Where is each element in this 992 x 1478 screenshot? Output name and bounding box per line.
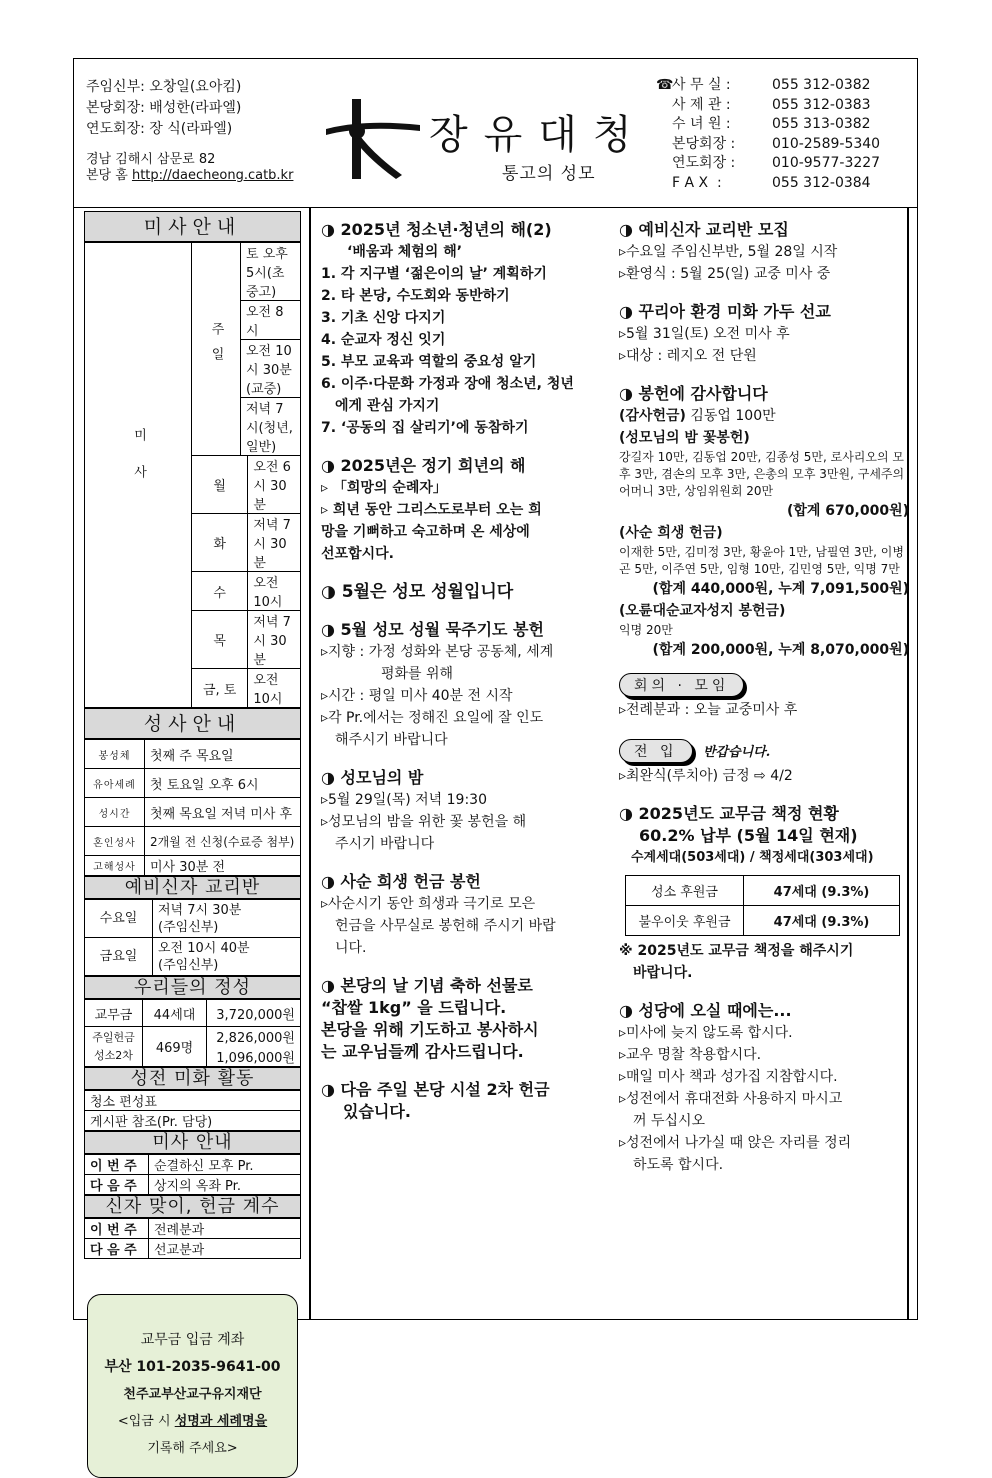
sunday-mass-3: 오전 10시 30분(교중) bbox=[241, 340, 301, 398]
weekday-label: 목 bbox=[192, 611, 248, 669]
column-divider bbox=[309, 208, 311, 1319]
bulletin-frame bbox=[73, 58, 918, 1456]
weekday-label: 월 bbox=[192, 456, 248, 514]
bank-account-box: 교무금 입금 계좌 부산 101-2035-9641-00 천주교부산교구유지재단 <입금 시 성명과 세례명을 기록해 주세요> bbox=[87, 1294, 298, 1478]
sacrament-desc: 첫째 목요일 저녁 미사 후 bbox=[145, 798, 301, 827]
cross-logo-icon bbox=[324, 95, 424, 181]
decoration-table: 청소 편성표 게시판 참조(Pr. 담당) bbox=[84, 1090, 301, 1131]
mass-schedule-table bbox=[84, 242, 301, 708]
weekday-label: 수 bbox=[192, 572, 248, 611]
pastor: 주임신부: 오창일(요아킴) bbox=[86, 79, 242, 95]
mary-night-title: ◑ 성모님의 밤 bbox=[321, 768, 424, 787]
homepage-link[interactable]: http://daecheong.catb.kr bbox=[131, 168, 294, 183]
lent-offering-title: ◑ 사순 희생 헌금 봉헌 bbox=[321, 872, 481, 891]
header bbox=[74, 59, 917, 208]
contact-list bbox=[656, 76, 880, 193]
contact-row: 사 제 관 : 055 312-0383 bbox=[672, 96, 871, 113]
home-label: 본당 홈 bbox=[86, 168, 128, 183]
sunday-mass-1: 토 오후 5시(초중고) bbox=[241, 243, 301, 301]
sunday-mass-4: 저녁 7시(청년, 일반) bbox=[241, 398, 301, 456]
news-column-2: ◑ 예비신자 교리반 모집 ▹수요일 주임신부반, 5월 28일 시작 ▹환영식 : 5월 25(일) 교중 미사 중 ◑ 꾸리아 환경 미화 가두 선교 ▹5월 31일(토) 오전 미사 후 ▹대상 : 레지오 전 단원 ◑ 봉헌에 감사합니다 (감사헌금) 김동업 100만 (성모님의 밤 꽃봉헌) 강길자 10만, 김동업 20만, 김종성 5만, 로사리오의 모후 3만, 겸손의 모후 3만, 은총의 모후 3만원, 구세주의 어머니 3만, 상임위원회 20만 (합계 670,000원) (사순 희생 헌금) 이재한 5만, 김미정 3만, 황윤아 1만, 남필연 3만, 이병곤 5만, 이주연 5만, 임형 10만, 김민영 5만, 익명 7만 (합계 440,000원, 누계 7,091,500원) (오륜대순교자성지 봉헌금) 익명 20만 (합계 200,000원, 누계 8,070,000원) 회의 · 모임 ▹전례분과 : 오늘 교중미사 후 전 입 반갑습니다. ▹최완식(루치아) 금정 ⇨ 4/2 ◑ 2025년도 교무금 책정 현황 60.2% 납부 (5월 14일 현재) 수계세대(503세대) / 책정세대(303세대) 성소 후원금 47세대 (9.3%) 불우이웃 후원금 47세대 (9.3%) ※ 2025년도 교무금 책정을 해주시기 바랍니다. ◑ 성당에 오실 때에는... ▹미사에 늦지 않도록 합시다. ▹교우 명찰 착용합시다. ▹매일 미사 책과 성가집 지참합시다. ▹성전에서 휴대전화 사용하지 마시고 꺼 두십시오 ▹성전에서 나가실 때 앉은 자리를 정리 하도록 합시다. bbox=[619, 220, 909, 1173]
decoration-heading: 성전 미화 활동 bbox=[84, 1067, 301, 1090]
weekday-time: 오전 10시 bbox=[248, 572, 301, 611]
mass-info-table: 이 번 주 순결하신 모후 Pr. 다 음 주 상지의 옥좌 Pr. bbox=[84, 1154, 301, 1195]
giving-table: 교무금 44세대 3,720,000원 주일헌금 성소2차 469명 2,826,000원 1,096,000원 bbox=[84, 999, 301, 1067]
transfer-pill: 전 입 bbox=[619, 739, 693, 763]
may-title: ◑ 5월은 성모 성월입니다 bbox=[321, 582, 514, 602]
weekday-time: 오전 10시 bbox=[248, 669, 301, 708]
greeting-table: 이 번 주 전례분과 다 음 주 선교분과 bbox=[84, 1218, 301, 1259]
meeting-pill: 회의 · 모임 bbox=[619, 673, 744, 697]
jubilee-title: ◑ 2025년은 정기 희년의 해 bbox=[321, 456, 526, 475]
youth-year-title: ◑ 2025년 청소년·청년의 해(2) bbox=[321, 220, 552, 239]
yeondo-chair: 연도회장: 장 식(라파엘) bbox=[86, 121, 233, 137]
mass-info-heading: 미사 안내 bbox=[84, 1131, 301, 1154]
contact-row: ☎ 사 무 실 : 055 312-0382 bbox=[656, 76, 880, 96]
contact-row: 수 녀 원 : 055 313-0382 bbox=[672, 116, 871, 132]
phone-icon: ☎ bbox=[656, 77, 674, 93]
contact-row: 연도회장 : 010-9577-3227 bbox=[672, 155, 881, 171]
sacrament-desc: 미사 30분 전 bbox=[145, 856, 301, 876]
address-block bbox=[86, 152, 293, 184]
contact-row: F A X : 055 312-0384 bbox=[672, 174, 871, 191]
sacrament-desc: 첫 토요일 오후 6시 bbox=[145, 769, 301, 798]
rosary-title: ◑ 5월 성모 성월 묵주기도 봉헌 bbox=[321, 620, 544, 639]
parish-chair: 본당회장: 배성한(라파엘) bbox=[86, 100, 242, 116]
sunday-mass-2: 오전 8시 bbox=[241, 301, 301, 340]
parish-info bbox=[86, 77, 293, 184]
sacrament-table: 봉성체 첫째 주 목요일 유아세례 첫 토요일 오후 6시 성시간 첫째 목요일 저녁 미사 후 혼인성사 2개월 전 신청(수료증 첨부) 고해성사 미사 30분 전 bbox=[84, 739, 301, 876]
catechism-heading: 예비신자 교리반 bbox=[84, 876, 301, 899]
bulletin-subtitle: 통고의 성모 bbox=[502, 164, 596, 184]
giving-heading: 우리들의 정성 bbox=[84, 976, 301, 999]
weekday-time: 저녁 7시 30분 bbox=[248, 611, 301, 669]
weekday-time: 저녁 7시 30분 bbox=[248, 514, 301, 572]
sacrament-guide-heading: 성사안내 bbox=[84, 708, 301, 739]
greeting-heading: 신자 맞이, 헌금 계수 bbox=[84, 1195, 301, 1218]
sunday-label: 주일 bbox=[192, 243, 241, 456]
address: 경남 김해시 삼문로 82 bbox=[86, 152, 216, 167]
mass-label: 미사 bbox=[85, 243, 192, 708]
homepage-line bbox=[86, 168, 293, 184]
weekday-label: 금, 토 bbox=[192, 669, 248, 708]
left-sidebar bbox=[84, 211, 301, 1478]
contact-row: 본당회장 : 010-2589-5340 bbox=[672, 135, 881, 152]
sacrament-desc: 첫째 주 목요일 bbox=[145, 740, 301, 769]
mass-guide-heading: 미사안내 bbox=[84, 211, 301, 242]
catechism-table: 수요일 저녁 7시 30분 (주임신부) 금요일 오전 10시 40분 (주임신부) bbox=[84, 899, 301, 976]
news-column-1: ◑ 2025년 청소년·청년의 해(2) ‘배움과 체험의 해’ 1. 각 지구별 ‘젊은이의 날’ 계획하기 2. 타 본당, 수도회와 동반하기 3. 기초 신앙 다지기 4. 순교자 정신 잇기 5. 부모 교육과 역할의 중요성 알기 6. 이주·다문화 가정과 장애 청소년, 청년 에게 관심 가지기 7. ‘공동의 집 살리기’에 동참하기 ◑ 2025년은 정기 희년의 해 ▹ 「희망의 순례자」 ▹ 희년 동안 그리스도로부터 오는 희 망을 기뻐하고 숙고하며 온 세상에 선포합시다. ◑ 5월은 성모 성월입니다 ◑ 5월 성모 성월 묵주기도 봉헌 ▹지향 : 가정 성화와 본당 공동체, 세계 평화를 위해 ▹시간 : 평일 미사 40분 전 시작 ▹각 Pr.에서는 정해진 요일에 잘 인도 해주시기 바랍니다 ◑ 성모님의 밤 ▹5월 29일(목) 저녁 19:30 ▹성모님의 밤을 위한 꽃 봉헌을 해 주시기 바랍니다 ◑ 사순 희생 헌금 봉헌 ▹사순시기 동안 희생과 극기로 모은 헌금을 사무실로 봉헌해 주시기 바랍 니다. ◑ 본당의 날 기념 축하 선물로 “찹쌀 1kg” 을 드립니다. 본당을 위해 기도하고 봉사하시 는 교우님들께 감사드립니다. ◑ 다음 주일 본당 시설 2차 헌금 있습니다. bbox=[321, 219, 619, 1123]
bulletin-title: 장유대청 bbox=[429, 112, 648, 158]
weekday-time: 오전 6시 30분 bbox=[248, 456, 301, 514]
sacrament-desc: 2개월 전 신청(수료증 첨부) bbox=[145, 827, 301, 856]
weekday-label: 화 bbox=[192, 514, 248, 572]
pledge-status-table: 성소 후원금 47세대 (9.3%) 불우이웃 후원금 47세대 (9.3%) bbox=[625, 875, 900, 936]
